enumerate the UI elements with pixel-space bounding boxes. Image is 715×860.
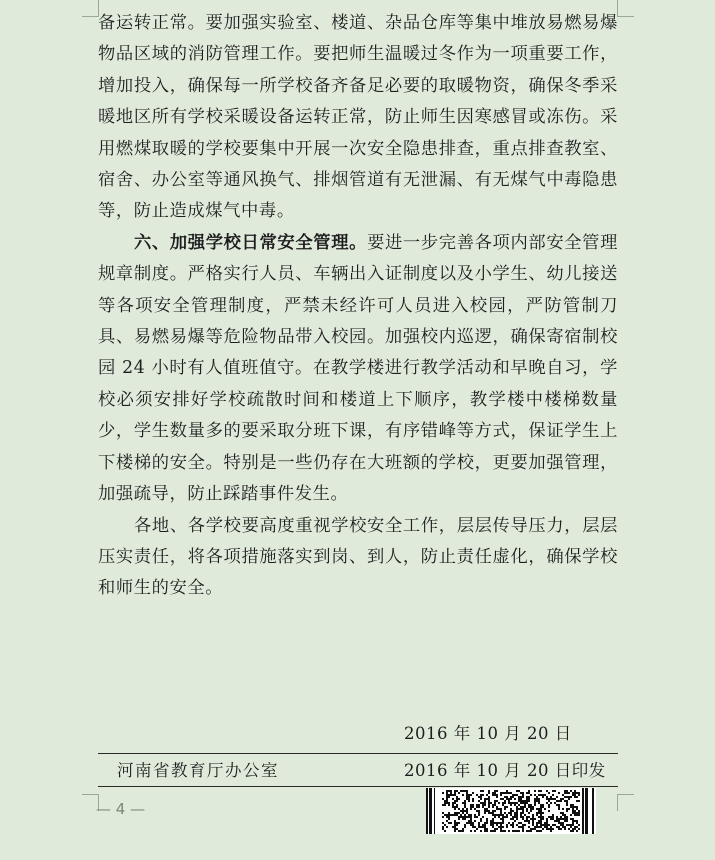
crop-mark-bottom-right xyxy=(617,794,634,811)
paragraph-section-six xyxy=(98,228,618,511)
section-six-heading: 六、加强学校日常安全管理。 xyxy=(134,232,368,253)
footer-rule-bottom xyxy=(98,786,618,787)
crop-mark-top-left xyxy=(82,0,99,17)
footer-issuer: 河南省教育厅办公室 xyxy=(117,761,279,780)
barcode-image xyxy=(426,788,596,834)
document-body xyxy=(98,8,618,605)
barcode-bars-left xyxy=(426,788,435,834)
crop-mark-top-right xyxy=(617,0,634,17)
page-number: — 4 — xyxy=(96,800,146,818)
footer-rule-top xyxy=(98,753,618,754)
footer-print-date: 2016 年 10 月 20 日印发 xyxy=(404,761,606,780)
barcode-matrix xyxy=(442,790,580,832)
paragraph-continuation: 备运转正常。要加强实验室、楼道、杂品仓库等集中堆放易燃易爆物品区域的消防管理工作。要把师生温暖过冬作为一项重要工作，增加投入，确保每一所学校备齐备足必要的取暖物资，确保冬季采暖地区所有学校采暖设备运转正常，防止师生因寒感冒或冻伤。采用燃煤取暖的学校要集中开展一次安全隐患排查，重点排查教室、宿舍、办公室等通风换气、排烟管道有无泄漏、有无煤气中毒隐患等，防止造成煤气中毒。 xyxy=(98,13,618,222)
paragraph-closing: 各地、各学校要高度重视学校安全工作，层层传导压力，层层压实责任，将各项措施落实到岗、到人，防止责任虚化，确保学校和师生的安全。 xyxy=(98,515,618,599)
section-six-text: 要进一步完善各项内部安全管理规章制度。严格实行人员、车辆出入证制度以及小学生、幼儿接送等各项安全管理制度，严禁未经许可人员进入校园，严防管制刀具、易燃易爆等危险物品带入校园。加强校内巡逻，确保寄宿制校园 24 小时有人值班值守。在教学楼进行教学活动和早晚自习，学校必须安排好学校疏散时间和楼道上下顺序，教学楼中楼梯数量少，学生数量多的要采取分班下课，有序错峰等方式，保证学生上下楼梯的安全。特别是一些仍存在大班额的学校，更要加强管理，加强疏导，防止踩踏事件发生。 xyxy=(98,232,618,505)
signature-date: 2016 年 10 月 20 日 xyxy=(404,724,572,743)
barcode-bars-right xyxy=(582,788,594,834)
